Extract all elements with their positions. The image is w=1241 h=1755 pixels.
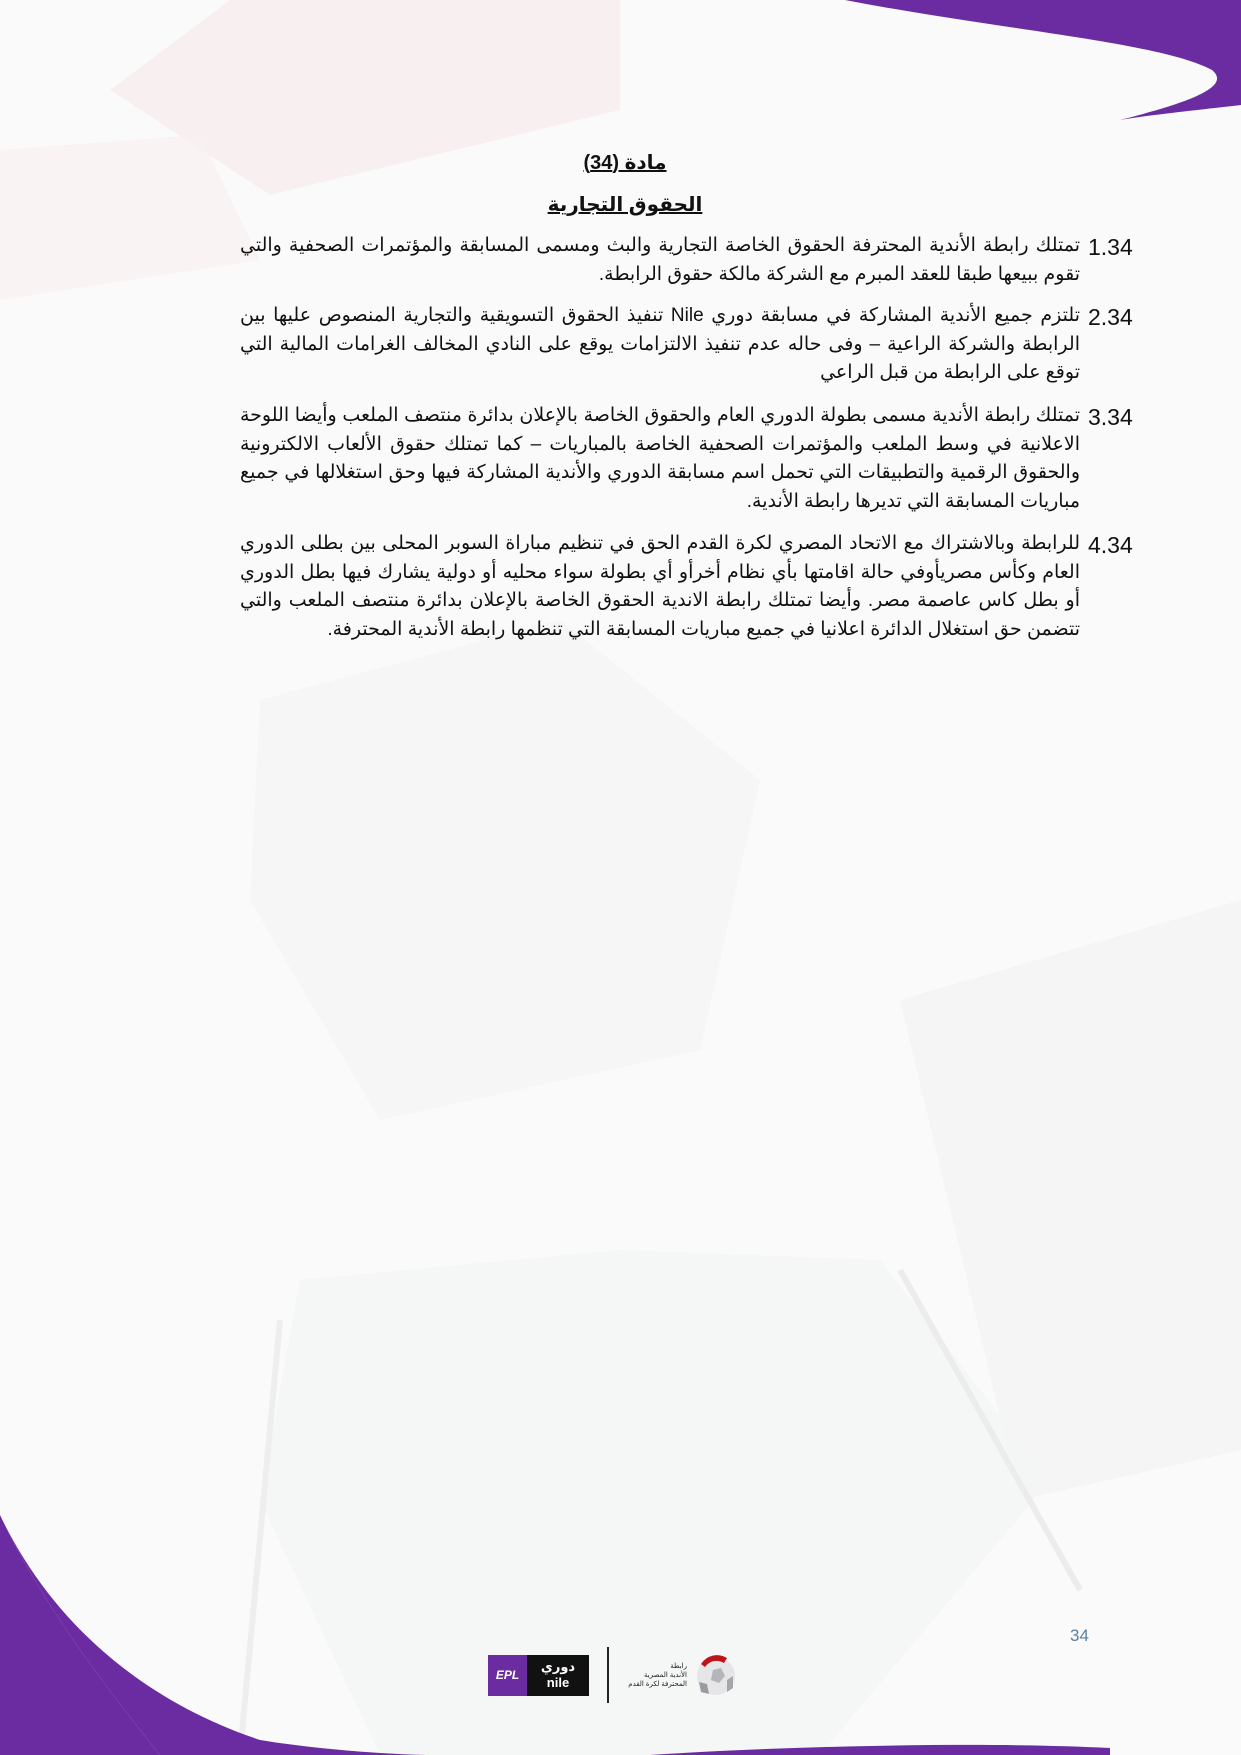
clause-number: 4.34 [1088, 532, 1133, 558]
logo-divider [607, 1647, 609, 1703]
clause-number: 2.34 [1088, 304, 1133, 330]
clause-number: 3.34 [1088, 404, 1133, 430]
article-title: مادة (34) [583, 152, 667, 174]
epl-badge: EPL [488, 1655, 527, 1696]
page-number: 34 [1070, 1626, 1089, 1645]
league-logo-text [627, 1662, 687, 1689]
nile-league-logo [488, 1655, 589, 1696]
clause-text: للرابطة وبالاشتراك مع الاتحاد المصري لكرة القدم الحق في تنظيم مباراة السوبر المحلى بين بطلى الدوري العام وكأس مصريأوفي حالة اقامتها بأي نظام أخرأو أي بطولة سواء محليه أو دولية يشارك فيها بطل الدوري أو بطل كاس عاصمة مصر. وأيضا تمتلك رابطة الاندية الحقوق الخاصة بالإعلان بدائرة منتصف الملعب والتي تتضمن حق استغلال الدائرة اعلانيا في جميع مباريات المسابقة التي تنظمها رابطة الأندية المحترفة. [240, 533, 1080, 640]
clause-4 [150, 530, 1160, 644]
nile-wordmark [527, 1655, 589, 1696]
clause-3 [150, 402, 1160, 516]
clause-1 [150, 232, 1160, 289]
clause-text: تمتلك رابطة الأندية المحترفة الحقوق الخاصة التجارية والبث ومسمى المسابقة والمؤتمرات الصحفية والتي تقوم ببيعها طبقا للعقد المبرم مع الشركة مالكة حقوق الرابطة. [240, 235, 1080, 285]
nile-wordmark-latin: nile [546, 1675, 570, 1690]
clause-text: تمتلك رابطة الأندية مسمى بطولة الدوري العام والحقوق الخاصة بالإعلان بدائرة منتصف الملعب وأيضا اللوحة الاعلانية في وسط الملعب والمؤتمرات الصحفية الخاصة بالمباريات – كما تمتلك حقوق الألعاب الالكترونية والحقوق الرقمية والتطبيقات التي تحمل اسم مسابقة الدوري والأندية المشاركة فيها وحق استغلالها في جميع مباريات المسابقة التي تديرها رابطة الأندية. [240, 405, 1080, 512]
league-text-line: الأندية المصرية [644, 1671, 687, 1679]
clause-number: 1.34 [1088, 234, 1133, 260]
league-text-line: المحترفة لكرة القدم [628, 1680, 687, 1688]
section-title: الحقوق التجارية [547, 194, 703, 216]
league-text-line: رابطة [670, 1662, 687, 1670]
footer-logos [488, 1645, 737, 1705]
football-icon [691, 1652, 737, 1698]
clause-2 [150, 302, 1160, 388]
clause-text: تلتزم جميع الأندية المشاركة في مسابقة دوري Nile تنفيذ الحقوق التسويقية والتجارية المنصوص عليها بين الرابطة والشركة الراعية – وفى حاله عدم تنفيذ الالتزامات يوقع على النادي المخالف الغرامات المالية التي توقع على الرابطة من قبل الراعي [240, 305, 1080, 383]
nile-wordmark-arabic: دوري [540, 1659, 576, 1674]
egyptian-pro-league-logo [627, 1652, 737, 1698]
